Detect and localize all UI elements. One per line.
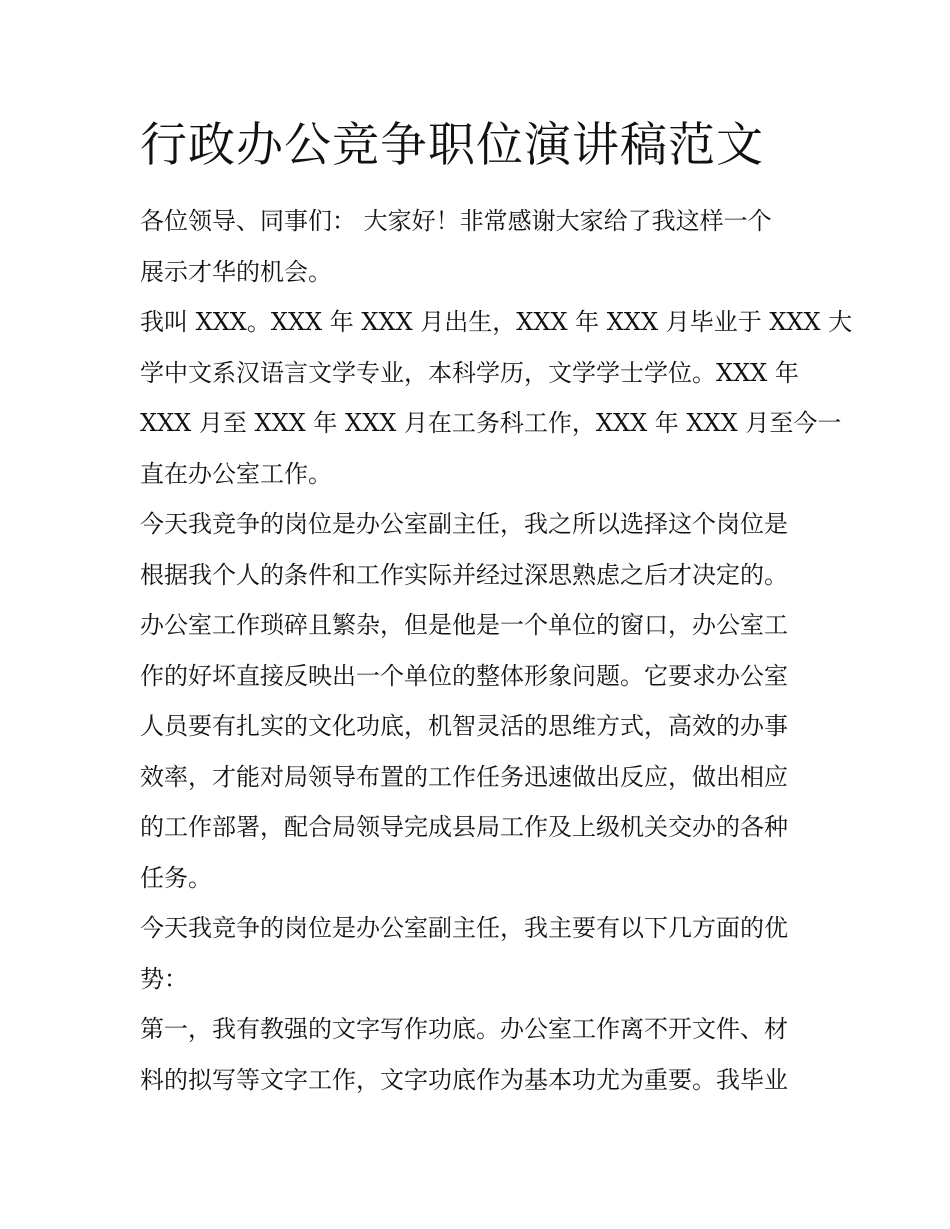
paragraph-line: 今天我竞争的岗位是办公室副主任，我之所以选择这个岗位是 — [140, 510, 788, 538]
document-title: 行政办公竞争职位演讲稿范文 — [140, 118, 764, 173]
paragraph-introduction — [140, 297, 853, 499]
paragraph-line: 人员要有扎实的文化功底，机智灵活的思维方式，高效的办事 — [140, 712, 788, 740]
paragraph-line: 作的好坏直接反映出一个单位的整体形象问题。它要求办公室 — [140, 661, 788, 690]
paragraph-line: 今天我竞争的岗位是办公室副主任，我主要有以下几方面的优 — [140, 914, 788, 942]
paragraph-line: 学中文系汉语言文学专业，本科学历，文学学士学位。XXX 年 — [140, 358, 799, 387]
paragraph-line: 我叫 XXX。XXX 年 XXX 月出生，XXX 年 XXX 月毕业于 XXX 大 — [140, 308, 853, 336]
paragraph-line: 展示才华的机会。 — [140, 257, 332, 286]
paragraph-line: XXX 月至 XXX 年 XXX 月在工务科工作，XXX 年 XXX 月至今一 — [140, 409, 842, 437]
paragraph-line: 根据我个人的条件和工作实际并经过深思熟虑之后才决定的。 — [140, 560, 788, 589]
document-body — [140, 112, 853, 1105]
paragraph-line: 料的拟写等文字工作，文字功底作为基本功尤为重要。我毕业 — [140, 1065, 788, 1094]
paragraph-position-reason — [140, 499, 815, 903]
paragraph-greeting — [140, 196, 815, 297]
paragraph-line: 各位领导、同事们： 大家好！非常感谢大家给了我这样一个 — [140, 207, 772, 235]
paragraph-line: 势： — [140, 964, 188, 993]
paragraph-first-advantage — [140, 1004, 815, 1105]
paragraph-line: 的工作部署，配合局领导完成县局工作及上级机关交办的各种 — [140, 813, 788, 841]
paragraph-advantages-intro — [140, 903, 815, 1004]
paragraph-line: 直在办公室工作。 — [140, 459, 332, 488]
paragraph-line: 任务。 — [140, 863, 212, 892]
paragraph-line: 效率，才能对局领导布置的工作任务迅速做出反应，做出相应 — [140, 762, 788, 791]
paragraph-line: 办公室工作琐碎且繁杂，但是他是一个单位的窗口，办公室工 — [140, 611, 788, 639]
paragraph-line: 第一，我有教强的文字写作功底。办公室工作离不开文件、材 — [140, 1015, 788, 1043]
